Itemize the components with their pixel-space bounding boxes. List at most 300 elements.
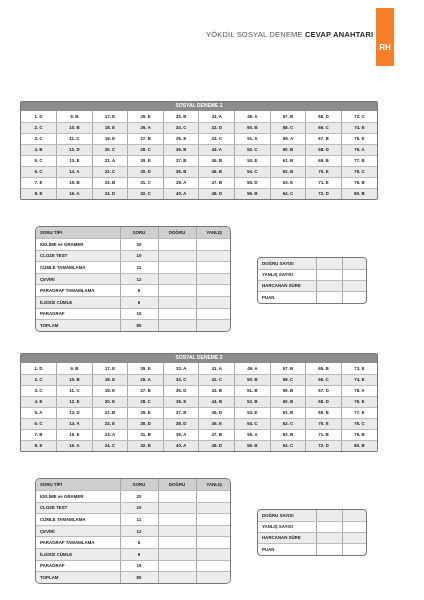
question-type-table-1 xyxy=(35,226,231,332)
question-count: 80 xyxy=(120,320,158,332)
answer-cell: 22. E xyxy=(92,418,128,429)
answer-cell: 4. E xyxy=(21,396,57,407)
answer-cell: 48. D xyxy=(199,440,235,451)
answer-cell: 26. A xyxy=(128,374,164,385)
answer-cell: 31. C xyxy=(128,177,164,188)
answer-cell: 47. B xyxy=(199,429,235,440)
table-header-row xyxy=(36,227,231,239)
answer-cell: 38. B xyxy=(163,166,199,177)
answer-cell: 58. C xyxy=(270,122,306,133)
correct-input-cell[interactable] xyxy=(158,239,196,251)
correct-input-cell[interactable] xyxy=(158,285,196,297)
correct-input-cell[interactable] xyxy=(158,250,196,262)
answer-cell: 60. B xyxy=(270,144,306,155)
correct-input-cell[interactable] xyxy=(158,525,196,537)
answer-cell: 64. C xyxy=(270,440,306,451)
answer-cell: 6. C xyxy=(21,166,57,177)
answer-row xyxy=(21,111,377,122)
score-input-cell[interactable] xyxy=(316,521,342,532)
answer-cell: 61. B xyxy=(270,155,306,166)
answer-cell: 77. E xyxy=(341,407,377,418)
answer-cell: 59. B xyxy=(270,385,306,396)
answer-grid xyxy=(21,111,377,199)
answer-cell: 20. E xyxy=(92,396,128,407)
question-type-label: ÇEVİRİ xyxy=(36,273,120,285)
answer-cell: 67. D xyxy=(306,385,342,396)
question-type-label: PARAGRAF xyxy=(36,308,120,320)
question-type-label: CÜMLE TAMAMLAMA xyxy=(36,514,120,526)
answer-cell: 1. D xyxy=(21,111,57,122)
wrong-input-cell[interactable] xyxy=(196,262,231,274)
score-table-1 xyxy=(257,257,367,304)
answer-cell: 47. B xyxy=(199,177,235,188)
wrong-input-cell[interactable] xyxy=(196,549,231,561)
question-type-label: KELİME ve GRAMER xyxy=(36,239,120,251)
score-input-cell[interactable] xyxy=(316,258,342,269)
question-count: 15 xyxy=(120,308,158,320)
correct-input-cell[interactable] xyxy=(158,514,196,526)
answer-cell: 75. A xyxy=(341,385,377,396)
answer-cell: 45. D xyxy=(199,407,235,418)
answer-cell: 22. C xyxy=(92,166,128,177)
correct-input-cell[interactable] xyxy=(158,560,196,572)
answer-row xyxy=(21,166,377,177)
answer-cell: 21. B xyxy=(92,407,128,418)
column-header: YANLIŞ xyxy=(196,227,231,239)
table-row xyxy=(36,549,231,561)
correct-input-cell[interactable] xyxy=(158,297,196,309)
answer-cell: 33. B xyxy=(163,111,199,122)
wrong-input-cell[interactable] xyxy=(196,320,231,332)
answer-cell: 24. D xyxy=(92,188,128,199)
score-row xyxy=(258,510,367,521)
score-input-cell[interactable] xyxy=(316,510,342,521)
score-input-cell[interactable] xyxy=(342,292,367,303)
correct-input-cell[interactable] xyxy=(158,572,196,584)
answer-cell: 51. A xyxy=(235,133,271,144)
answer-cell: 19. E xyxy=(92,133,128,144)
answer-cell: 49. A xyxy=(235,111,271,122)
table-row xyxy=(36,572,231,584)
answer-cell: 74. E xyxy=(341,374,377,385)
table-row xyxy=(36,297,231,309)
answer-cell: 23. A xyxy=(92,429,128,440)
table-row xyxy=(36,273,231,285)
answer-cell: 27. B xyxy=(128,133,164,144)
answer-cell: 1. D xyxy=(21,363,57,374)
answer-cell: 59. A xyxy=(270,133,306,144)
answer-cell: 75. E xyxy=(341,133,377,144)
answer-row xyxy=(21,418,377,429)
table-row xyxy=(36,491,231,503)
wrong-input-cell[interactable] xyxy=(196,250,231,262)
answer-cell: 30. D xyxy=(128,418,164,429)
question-type-label: PARAGRAF xyxy=(36,560,120,572)
answer-cell: 38. D xyxy=(163,418,199,429)
answer-cell: 80. B xyxy=(341,188,377,199)
question-count: 6 xyxy=(120,285,158,297)
score-input-cell[interactable] xyxy=(342,521,367,532)
question-type-label: CLOZE TEST xyxy=(36,250,120,262)
question-type-label: CÜMLE TAMAMLAMA xyxy=(36,262,120,274)
wrong-input-cell[interactable] xyxy=(196,239,231,251)
answer-cell: 54. C xyxy=(235,166,271,177)
column-header: SORU TİPİ xyxy=(36,227,120,239)
answer-cell: 67. B xyxy=(306,133,342,144)
answer-cell: 76. A xyxy=(341,144,377,155)
score-grid xyxy=(258,258,367,303)
answer-cell: 57. B xyxy=(270,363,306,374)
answer-cell: 18. E xyxy=(92,122,128,133)
answer-cell: 27. B xyxy=(128,385,164,396)
answer-cell: 79. B xyxy=(341,429,377,440)
answer-cell: 18. E xyxy=(92,374,128,385)
score-input-cell[interactable] xyxy=(342,544,367,555)
column-header: SORU xyxy=(120,227,158,239)
answer-cell: 13. E xyxy=(57,155,93,166)
question-type-label: TOPLAM xyxy=(36,572,120,584)
answer-cell: 29. E xyxy=(128,155,164,166)
correct-input-cell[interactable] xyxy=(158,537,196,549)
answer-cell: 58. C xyxy=(270,374,306,385)
wrong-input-cell[interactable] xyxy=(196,525,231,537)
score-input-cell[interactable] xyxy=(342,510,367,521)
answer-row xyxy=(21,374,377,385)
answer-row xyxy=(21,407,377,418)
answer-cell: 11. C xyxy=(57,385,93,396)
score-table-2 xyxy=(257,509,367,556)
question-type-label: KELİME ve GRAMER xyxy=(36,491,120,503)
wrong-input-cell[interactable] xyxy=(196,273,231,285)
answer-cell: 65. B xyxy=(306,363,342,374)
score-label: PUAN xyxy=(258,292,316,303)
answer-cell: 15. B xyxy=(57,177,93,188)
answer-key-table-1 xyxy=(20,101,378,200)
table-row xyxy=(36,285,231,297)
answer-cell: 8. E xyxy=(21,188,57,199)
answer-cell: 45. B xyxy=(199,155,235,166)
score-row xyxy=(258,544,367,555)
score-input-cell[interactable] xyxy=(342,258,367,269)
answer-cell: 15. E xyxy=(57,429,93,440)
answer-key-title: SOSYAL DENEME 2 xyxy=(21,354,377,363)
answer-cell: 4. B xyxy=(21,144,57,155)
answer-cell: 52. C xyxy=(235,144,271,155)
answer-cell: 41. A xyxy=(199,363,235,374)
answer-cell: 34. C xyxy=(163,374,199,385)
question-type-grid xyxy=(36,227,231,331)
answer-cell: 73. E xyxy=(341,363,377,374)
answer-cell: 76. E xyxy=(341,396,377,407)
table-row xyxy=(36,262,231,274)
answer-cell: 72. D xyxy=(306,440,342,451)
answer-cell: 46. B xyxy=(199,166,235,177)
question-count: 20 xyxy=(120,491,158,503)
answer-cell: 77. B xyxy=(341,155,377,166)
score-label: DOĞRU SAYISI xyxy=(258,258,316,269)
answer-cell: 2. C xyxy=(21,374,57,385)
answer-row xyxy=(21,144,377,155)
answer-row xyxy=(21,385,377,396)
answer-cell: 69. B xyxy=(306,407,342,418)
question-type-label: TOPLAM xyxy=(36,320,120,332)
answer-cell: 14. A xyxy=(57,418,93,429)
score-row xyxy=(258,521,367,532)
correct-input-cell[interactable] xyxy=(158,502,196,514)
answer-cell: 5. A xyxy=(21,407,57,418)
table-row xyxy=(36,308,231,320)
answer-cell: 42. D xyxy=(199,122,235,133)
answer-cell: 46. E xyxy=(199,418,235,429)
answer-cell: 52. B xyxy=(235,396,271,407)
question-type-grid xyxy=(36,479,231,583)
table-row xyxy=(36,320,231,332)
correct-input-cell[interactable] xyxy=(158,262,196,274)
answer-cell: 5. C xyxy=(21,155,57,166)
answer-cell: 29. E xyxy=(128,407,164,418)
wrong-input-cell[interactable] xyxy=(196,560,231,572)
answer-cell: 26. A xyxy=(128,122,164,133)
column-header: SORU TİPİ xyxy=(36,479,120,491)
answer-cell: 16. A xyxy=(57,440,93,451)
answer-key-table-2 xyxy=(20,353,378,452)
column-header: DOĞRU xyxy=(158,227,196,239)
table-row xyxy=(36,525,231,537)
answer-row xyxy=(21,396,377,407)
question-count: 15 xyxy=(120,560,158,572)
answer-cell: 53. E xyxy=(235,407,271,418)
answer-cell: 19. E xyxy=(92,385,128,396)
answer-cell: 80. B xyxy=(341,440,377,451)
answer-cell: 21. A xyxy=(92,155,128,166)
answer-cell: 25. E xyxy=(128,363,164,374)
page-tab xyxy=(376,8,394,66)
answer-cell: 66. C xyxy=(306,374,342,385)
answer-cell: 39. A xyxy=(163,429,199,440)
answer-cell: 71. B xyxy=(306,429,342,440)
answer-cell: 9. B xyxy=(57,363,93,374)
score-label: DOĞRU SAYISI xyxy=(258,510,316,521)
question-type-label: İLGİSİZ CÜMLE xyxy=(36,549,120,561)
answer-cell: 11. C xyxy=(57,133,93,144)
answer-cell: 43. C xyxy=(199,133,235,144)
header-title-bold: CEVAP ANAHTARI xyxy=(304,29,374,39)
wrong-input-cell[interactable] xyxy=(196,537,231,549)
answer-cell: 44. A xyxy=(199,144,235,155)
answer-row xyxy=(21,440,377,451)
answer-cell: 61. B xyxy=(270,407,306,418)
wrong-input-cell[interactable] xyxy=(196,502,231,514)
answer-cell: 64. C xyxy=(270,188,306,199)
header-title xyxy=(206,30,373,39)
table-row xyxy=(36,560,231,572)
answer-cell: 78. C xyxy=(341,166,377,177)
answer-cell: 40. A xyxy=(163,440,199,451)
answer-cell: 23. B xyxy=(92,177,128,188)
answer-cell: 3. C xyxy=(21,385,57,396)
wrong-input-cell[interactable] xyxy=(196,491,231,503)
column-header: DOĞRU xyxy=(158,479,196,491)
answer-cell: 35. D xyxy=(163,385,199,396)
answer-cell: 41. A xyxy=(199,111,235,122)
answer-cell: 37. B xyxy=(163,155,199,166)
answer-cell: 13. D xyxy=(57,407,93,418)
question-type-label: CLOZE TEST xyxy=(36,502,120,514)
score-input-cell[interactable] xyxy=(342,532,367,543)
column-header: SORU xyxy=(120,479,158,491)
table-row xyxy=(36,239,231,251)
correct-input-cell[interactable] xyxy=(158,320,196,332)
answer-row xyxy=(21,188,377,199)
answer-cell: 79. B xyxy=(341,177,377,188)
correct-input-cell[interactable] xyxy=(158,273,196,285)
answer-row xyxy=(21,363,377,374)
score-input-cell[interactable] xyxy=(316,280,342,291)
answer-cell: 25. E xyxy=(128,111,164,122)
answer-cell: 49. A xyxy=(235,363,271,374)
answer-cell: 43. B xyxy=(199,385,235,396)
score-label: YANLIŞ SAYISI xyxy=(258,521,316,532)
answer-cell: 68. D xyxy=(306,396,342,407)
answer-row xyxy=(21,122,377,133)
answer-key-title: SOSYAL DENEME 1 xyxy=(21,102,377,111)
answer-cell: 36. E xyxy=(163,396,199,407)
answer-cell: 33. A xyxy=(163,363,199,374)
question-count: 10 xyxy=(120,502,158,514)
answer-cell: 66. C xyxy=(306,122,342,133)
score-label: YANLIŞ SAYISI xyxy=(258,269,316,280)
column-header: YANLIŞ xyxy=(196,479,231,491)
answer-cell: 17. E xyxy=(92,111,128,122)
wrong-input-cell[interactable] xyxy=(196,297,231,309)
question-type-label: ÇEVİRİ xyxy=(36,525,120,537)
answer-cell: 70. E xyxy=(306,418,342,429)
answer-cell: 71. E xyxy=(306,177,342,188)
question-count: 10 xyxy=(120,250,158,262)
score-row xyxy=(258,292,367,303)
answer-cell: 65. D xyxy=(306,111,342,122)
answer-cell: 73. C xyxy=(341,111,377,122)
wrong-input-cell[interactable] xyxy=(196,514,231,526)
wrong-input-cell[interactable] xyxy=(196,572,231,584)
answer-cell: 12. E xyxy=(57,396,93,407)
answer-cell: 54. C xyxy=(235,418,271,429)
page-header xyxy=(206,28,378,40)
table-header-row xyxy=(36,479,231,491)
answer-row xyxy=(21,429,377,440)
table-row xyxy=(36,250,231,262)
score-input-cell[interactable] xyxy=(316,532,342,543)
answer-cell: 51. B xyxy=(235,385,271,396)
answer-cell: 32. B xyxy=(128,440,164,451)
answer-grid xyxy=(21,363,377,451)
answer-cell: 2. C xyxy=(21,122,57,133)
question-count: 6 xyxy=(120,537,158,549)
score-label: HARCANAN SÜRE xyxy=(258,280,316,291)
answer-cell: 68. D xyxy=(306,144,342,155)
answer-cell: 10. B xyxy=(57,374,93,385)
correct-input-cell[interactable] xyxy=(158,491,196,503)
score-input-cell[interactable] xyxy=(316,544,342,555)
score-row xyxy=(258,269,367,280)
answer-cell: 44. B xyxy=(199,396,235,407)
answer-cell: 17. E xyxy=(92,363,128,374)
answer-cell: 72. D xyxy=(306,188,342,199)
answer-cell: 31. B xyxy=(128,429,164,440)
answer-cell: 36. B xyxy=(163,144,199,155)
answer-cell: 10. B xyxy=(57,122,93,133)
answer-cell: 62. C xyxy=(270,418,306,429)
answer-cell: 37. B xyxy=(163,407,199,418)
answer-cell: 6. C xyxy=(21,418,57,429)
score-row xyxy=(258,532,367,543)
answer-cell: 14. A xyxy=(57,166,93,177)
answer-cell: 34. C xyxy=(163,122,199,133)
answer-cell: 28. C xyxy=(128,144,164,155)
answer-cell: 42. C xyxy=(199,374,235,385)
answer-cell: 7. E xyxy=(21,177,57,188)
wrong-input-cell[interactable] xyxy=(196,308,231,320)
page-tab-label: RH xyxy=(379,43,391,52)
answer-cell: 3. C xyxy=(21,133,57,144)
answer-cell: 55. D xyxy=(235,177,271,188)
wrong-input-cell[interactable] xyxy=(196,285,231,297)
answer-cell: 48. D xyxy=(199,188,235,199)
question-type-table-2 xyxy=(35,478,231,584)
answer-cell: 39. A xyxy=(163,177,199,188)
answer-cell: 28. C xyxy=(128,396,164,407)
correct-input-cell[interactable] xyxy=(158,308,196,320)
answer-cell: 70. E xyxy=(306,166,342,177)
answer-cell: 69. B xyxy=(306,155,342,166)
question-count: 80 xyxy=(120,572,158,584)
answer-row xyxy=(21,155,377,166)
answer-cell: 55. A xyxy=(235,429,271,440)
score-input-cell[interactable] xyxy=(342,269,367,280)
answer-cell: 40. A xyxy=(163,188,199,199)
answer-cell: 57. B xyxy=(270,111,306,122)
answer-cell: 8. E xyxy=(21,440,57,451)
answer-cell: 63. E xyxy=(270,177,306,188)
question-count: 12 xyxy=(120,273,158,285)
question-type-label: PARAGRAF TAMAMLAMA xyxy=(36,537,120,549)
answer-cell: 56. B xyxy=(235,440,271,451)
answer-cell: 12. D xyxy=(57,144,93,155)
score-row xyxy=(258,280,367,291)
correct-input-cell[interactable] xyxy=(158,549,196,561)
table-row xyxy=(36,537,231,549)
score-input-cell[interactable] xyxy=(342,280,367,291)
answer-row xyxy=(21,177,377,188)
question-count: 11 xyxy=(120,514,158,526)
score-input-cell[interactable] xyxy=(316,269,342,280)
score-input-cell[interactable] xyxy=(316,292,342,303)
answer-row xyxy=(21,133,377,144)
question-type-label: İLGİSİZ CÜMLE xyxy=(36,297,120,309)
answer-cell: 16. A xyxy=(57,188,93,199)
answer-cell: 9. B xyxy=(57,111,93,122)
table-row xyxy=(36,502,231,514)
score-label: PUAN xyxy=(258,544,316,555)
answer-cell: 53. E xyxy=(235,155,271,166)
answer-cell: 63. B xyxy=(270,429,306,440)
answer-cell: 20. C xyxy=(92,144,128,155)
answer-cell: 32. C xyxy=(128,188,164,199)
question-count: 20 xyxy=(120,239,158,251)
answer-cell: 62. B xyxy=(270,166,306,177)
answer-cell: 60. B xyxy=(270,396,306,407)
answer-cell: 35. E xyxy=(163,133,199,144)
